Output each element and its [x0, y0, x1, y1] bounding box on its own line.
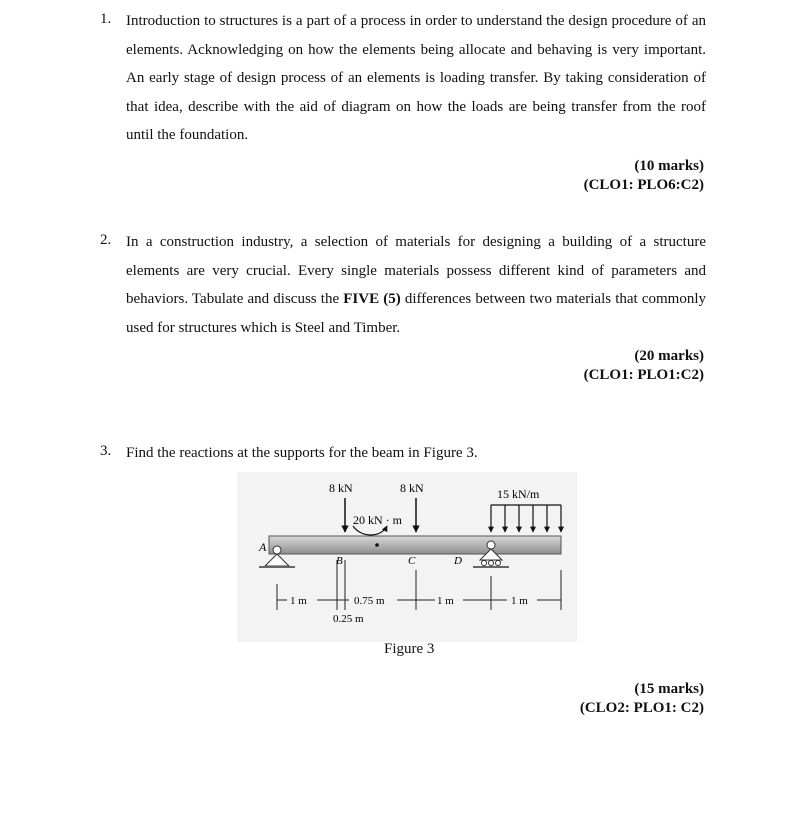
question-1-clo: (CLO1: PLO6:C2) [583, 177, 704, 193]
moment-arrow [353, 526, 387, 535]
question-1-text: Introduction to structures is a part of a process in order to understand the design procedure of an elements. Acknowledging on how the elements being allocate and behaving is very important. An early stage of design process of an elements is loading transfer. By taking consideration of that idea, describe with the aid of diagram on how the loads are being transfer from the roof until the foundation. [126, 13, 706, 144]
dim-3: 1 m [437, 595, 454, 607]
label-b: B [336, 555, 343, 567]
question-2-marks: (20 marks) [634, 348, 704, 364]
question-2-text-before: In a construction industry, a selection of materials for designing a building of a structure elements are very crucial. Every single materials possess different kind of parameters and behaviors. Tabulate and discuss the [126, 234, 706, 308]
dim-5: 0.25 m [333, 613, 364, 625]
beam-figure [237, 472, 577, 642]
question-1-number: 1. [100, 11, 112, 27]
question-3-marks: (15 marks) [634, 681, 704, 697]
dim-2: 0.75 m [354, 595, 385, 607]
dim-1: 1 m [290, 595, 307, 607]
question-1-marks: (10 marks) [634, 158, 704, 174]
question-3-number: 3. [100, 443, 112, 459]
distributed-load-label: 15 kN/m [497, 487, 540, 501]
label-d: D [454, 555, 462, 567]
beam [269, 536, 561, 554]
question-2-text-bold: FIVE (5) [343, 291, 401, 308]
question-3-clo: (CLO2: PLO1: C2) [579, 700, 704, 716]
question-2-clo: (CLO1: PLO1:C2) [583, 367, 704, 383]
question-1-marks-block [584, 157, 704, 195]
moment-label: 20 kN · m [353, 513, 402, 527]
load-2-label: 8 kN [400, 481, 424, 495]
question-2-text [126, 228, 706, 342]
beam-diagram [237, 472, 577, 642]
question-3-text: Find the reactions at the supports for the beam in Figure 3. [126, 445, 478, 461]
figure-caption: Figure 3 [384, 641, 435, 657]
label-c: C [408, 555, 416, 567]
question-2-number: 2. [100, 232, 112, 248]
question-3-marks-block [580, 680, 704, 718]
question-2-marks-block [584, 347, 704, 385]
question-2-text-after: differences between two materials that commonly used for structures which is Steel and Timber. [126, 291, 707, 336]
dim-4: 1 m [511, 595, 528, 607]
distributed-load [491, 505, 561, 532]
load-1-label: 8 kN [329, 481, 353, 495]
label-a: A [259, 540, 267, 554]
